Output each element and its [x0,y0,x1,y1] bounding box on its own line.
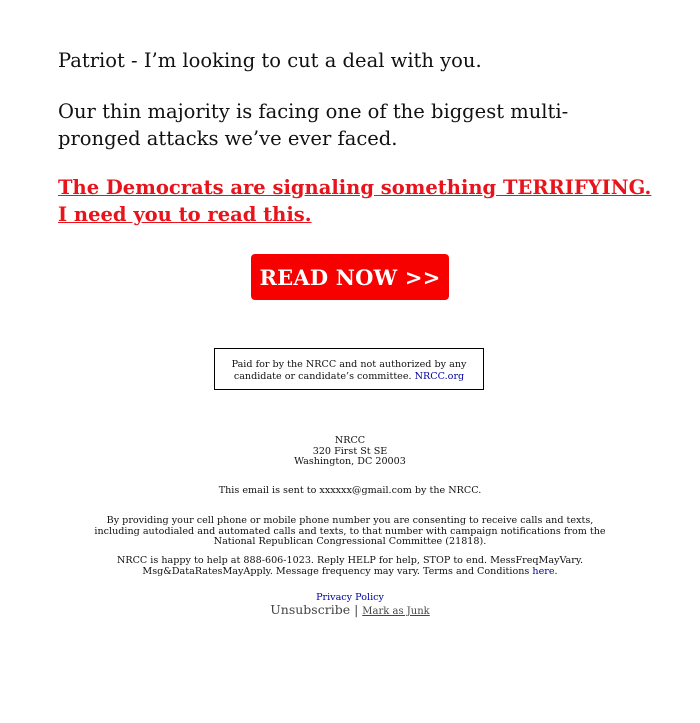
help-text: NRCC is happy to help at 888-606-1023. Reply HELP for help, STOP to end. MessFreqMayVary. Msg&DataRatesMayApply. Message frequency may vary. Terms and Conditions here. [116,555,584,577]
help-text-body: NRCC is happy to help at 888-606-1023. Reply HELP for help, STOP to end. MessFreqMayVary. Msg&DataRatesMayApply. Message frequency may vary. Terms and Conditions [116,555,584,577]
headline-link[interactable] [58,174,658,228]
footer-links [0,602,700,617]
sms-consent-text: By providing your cell phone or mobile phone number you are consenting to receive calls and texts, including autodialed and automated calls and texts, to that number with campaign notifications from the National Republican Congressional Committee (21818). [94,515,606,547]
address-street: 320 First St SE [312,445,388,457]
mailing-address [90,436,610,468]
footer-separator: | [354,602,359,617]
greeting-text: Patriot - I’m looking to cut a deal with you. [58,49,482,72]
headline-link-text[interactable]: The Democrats are signaling something TERRIFYING. I need you to read this. [58,176,652,226]
terms-link[interactable]: here [532,565,555,577]
paid-for-disclaimer [214,348,484,390]
unsubscribe-link[interactable]: Unsubscribe [270,602,351,617]
disclaimer-text: Paid for by the NRCC and not authorized by any candidate or candidate’s committee. [231,359,467,382]
intro-paragraph: Our thin majority is facing one of the biggest multi-pronged attacks we’ve ever faced. [58,100,569,150]
privacy-policy-link[interactable]: Privacy Policy [316,592,384,603]
read-now-button[interactable]: READ NOW >> [251,254,449,300]
address-city: Washington, DC 20003 [294,456,406,467]
address-org: NRCC [334,435,366,446]
sent-to-notice: This email is sent to xxxxxx@gmail.com by the NRCC. [218,485,482,496]
mark-as-junk-link[interactable]: Mark as Junk [362,606,430,617]
nrcc-org-link[interactable]: NRCC.org [414,371,465,382]
